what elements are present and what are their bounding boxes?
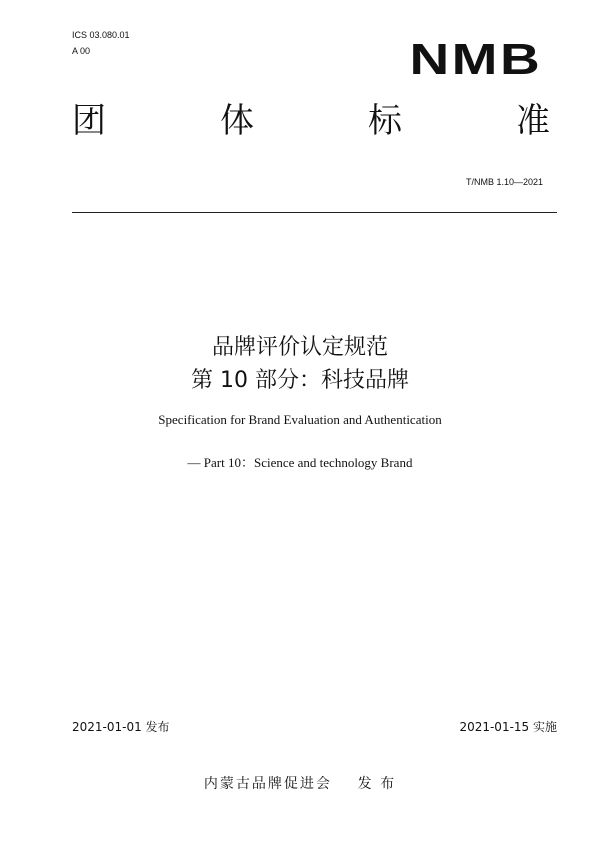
title-chinese-line-2: 第 10 部分：科技品牌 <box>191 368 409 393</box>
header-divider <box>72 212 557 213</box>
title-english-line-1: Specification for Brand Evaluation and Authentication <box>158 412 442 427</box>
standard-type-char: 团 <box>72 101 106 141</box>
title-chinese-line-1: 品牌评价认定规范 <box>211 335 388 360</box>
title-english-line-2: — Part 10：Science and technology Brand <box>187 455 413 470</box>
classification-code: A 00 <box>72 46 91 56</box>
standard-type-char: 标 <box>368 101 402 141</box>
standard-type-char: 准 <box>516 101 550 141</box>
organization-logo: NMB <box>409 35 542 84</box>
standard-type-heading <box>72 101 550 141</box>
standard-type-char: 体 <box>220 101 254 141</box>
standard-number: T/NMB 1.10—2021 <box>465 177 543 187</box>
publish-date: 2021-01-01 发布 <box>72 720 170 734</box>
publisher: 内蒙古品牌促进会 发 布 <box>203 776 397 792</box>
implementation-date: 2021-01-15 实施 <box>459 720 557 734</box>
ics-code: ICS 03.080.01 <box>72 30 130 40</box>
